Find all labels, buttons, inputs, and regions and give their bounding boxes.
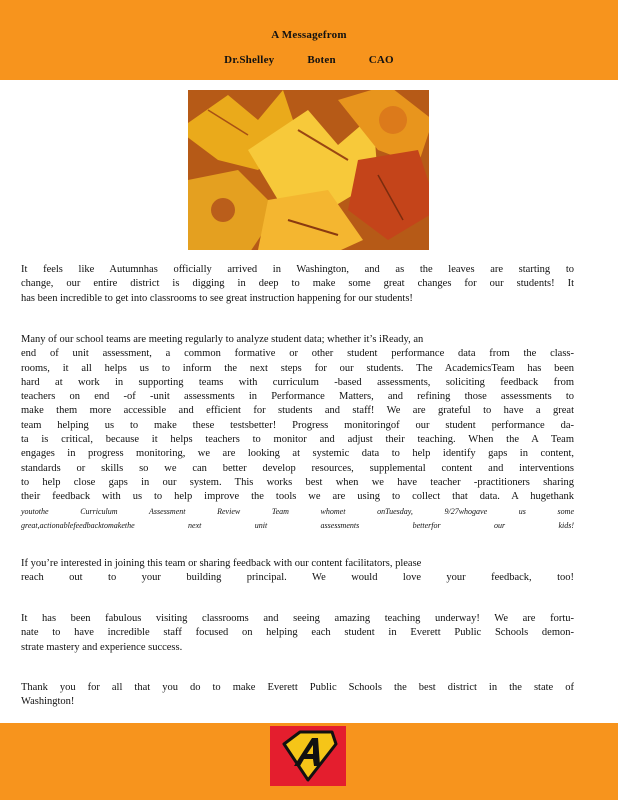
- paragraph-data-teams: [21, 333, 574, 533]
- paragraph-thanks: [21, 681, 574, 710]
- paragraph-join-team: [21, 557, 574, 586]
- text-line: standards or skills so we can better develop resources, supplemental content and interventions: [21, 462, 574, 474]
- a-team-shield-icon: [270, 726, 346, 786]
- header-title-text: A Messagefrom: [271, 29, 347, 41]
- text-line: make them more accessible and efficient for students and staff! We are grateful to have a great: [21, 405, 574, 417]
- text-line: It feels like Autumnhas officially arrived in Washington, and as the leaves are starting to: [21, 264, 574, 275]
- text-line: to help close gaps in our system. This works best when we have teacher -practitioners sharing: [21, 476, 574, 488]
- author-surname: Boten: [307, 54, 336, 66]
- text-line: Many of our school teams are meeting regularly to analyze student data; whether it’s iReady, an: [21, 334, 424, 345]
- text-line: reach out to your building principal. We would love your feedback, too!: [21, 572, 574, 584]
- text-line: Washington!: [21, 696, 75, 708]
- text-line: rooms, it all helps us to inform the next steps for our students. The AcademicsTeam has been: [21, 362, 574, 374]
- a-team-logo: [270, 726, 346, 786]
- text-line: engages in progress monitoring, we are looking at systemic data to help identify gaps in content,: [21, 448, 574, 460]
- text-line: teachers on end -of -unit assessments in Performance Matters, and refining those assessments to: [21, 391, 574, 403]
- autumn-leaves-image: [188, 90, 429, 250]
- text-line: their feedback with us to help improve the tools we are using to collect that data. A hugethank: [21, 491, 574, 503]
- text-line: If you’re interested in joining this team or sharing feedback with our content facilitators, please: [21, 558, 422, 569]
- text-line: It has been fabulous visiting classrooms and seeing amazing teaching underway! We are fortu-: [21, 613, 574, 624]
- autumn-leaves-icon: [188, 90, 429, 250]
- text-line: Thank you for all that you do to make Everett Public Schools the best district in the state of: [21, 682, 574, 693]
- text-line: change, our entire district is digging in deep to make some great changes for our students! It: [21, 278, 574, 290]
- author-name: Dr.Shelley: [224, 54, 275, 66]
- author-role: CAO: [368, 54, 394, 66]
- text-line: end of unit assessment, a common formative or other student performance data from the class-: [21, 348, 574, 360]
- paragraph-intro: [21, 263, 574, 306]
- text-line: great,actionablefeedbacktomakethe next unit assessments betterfor our kids!: [21, 520, 574, 530]
- text-line: team helping us to make these testsbetter! Progress monitoringof our student performance da-: [21, 419, 574, 431]
- text-line: youtothe Curriculum Assessment Review Team whomet onTuesday, 9/27whogave us some: [21, 506, 574, 516]
- text-line: strate mastery and experience success.: [21, 641, 183, 653]
- text-line: nate to have incredible staff focused on helping each student in Everett Public Schools demon-: [21, 627, 574, 639]
- header-title: [0, 29, 618, 41]
- text-line: has been incredible to get into classrooms to see great instruction happening for our students!: [21, 292, 413, 304]
- text-line: hard at work in supporting teams with curriculum -based assessments, soliciting feedback from: [21, 376, 574, 388]
- text-line: ta is critical, because it helps teachers to monitor and adjust their teaching. When the A Team: [21, 434, 574, 446]
- paragraph-classrooms: [21, 612, 574, 655]
- header-author: [0, 54, 618, 66]
